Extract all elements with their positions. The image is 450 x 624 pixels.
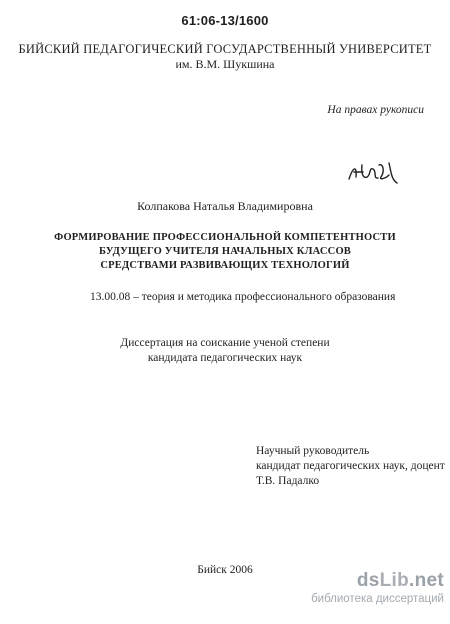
rights-note: На правах рукописи <box>327 104 424 116</box>
degree-line: кандидата педагогических наук <box>147 352 303 364</box>
supervisor-role: Научный руководитель <box>256 445 370 457</box>
watermark-brand-ds: ds <box>356 570 380 591</box>
dissertation-title <box>0 231 450 273</box>
title-line: БУДУЩЕГО УЧИТЕЛЯ НАЧАЛЬНЫХ КЛАССОВ <box>98 246 352 257</box>
institution-named-after: им. В.М. Шукшина <box>175 57 275 71</box>
degree-line: Диссертация на соискание ученой степени <box>120 337 330 349</box>
watermark-logo <box>311 570 444 606</box>
title-line: ФОРМИРОВАНИЕ ПРОФЕССИОНАЛЬНОЙ КОМПЕТЕНТНОСТИ <box>54 232 396 243</box>
watermark-brand <box>311 570 444 592</box>
institution-name: БИЙСКИЙ ПЕДАГОГИЧЕСКИЙ ГОСУДАРСТВЕННЫЙ УНИВЕРСИТЕТ <box>18 42 432 56</box>
watermark-brand-lib: Lib <box>379 570 410 591</box>
watermark-subtitle: библиотека диссертаций <box>311 593 444 605</box>
catalog-number: 61:06-13/1600 <box>181 13 269 28</box>
supervisor-block <box>256 444 445 489</box>
city-year: Бийск 2006 <box>197 564 253 576</box>
supervisor-name: Т.В. Падалко <box>256 475 320 487</box>
supervisor-degree: кандидат педагогических наук, доцент <box>256 460 445 472</box>
signature-icon <box>345 157 405 187</box>
author-name: Колпакова Наталья Владимировна <box>137 199 313 213</box>
degree-statement <box>0 336 450 366</box>
specialty-code: 13.00.08 – теория и методика профессионального образования <box>90 291 396 303</box>
title-line: СРЕДСТВАМИ РАЗВИВАЮЩИХ ТЕХНОЛОГИЙ <box>100 260 350 271</box>
watermark-brand-net: .net <box>409 570 444 591</box>
